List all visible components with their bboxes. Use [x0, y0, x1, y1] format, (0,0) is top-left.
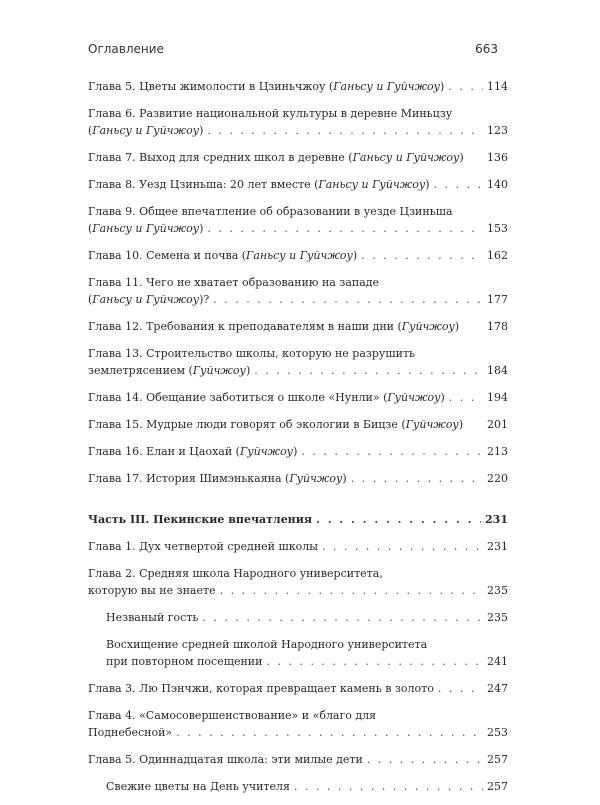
toc-entry-line — [88, 274, 508, 291]
toc-entry-line — [88, 220, 508, 237]
toc-entry-line — [88, 724, 508, 741]
dot-leader — [322, 538, 483, 555]
toc-page-number: 136 — [487, 151, 508, 164]
toc-entry[interactable] — [88, 751, 508, 768]
toc-entry-line — [88, 470, 508, 487]
toc-page-number: 231 — [487, 540, 508, 553]
toc-page-number: 178 — [487, 320, 508, 333]
dot-leader — [434, 176, 484, 193]
toc-entry-text: Глава 14. Обещание заботиться о школе «Нунли» (Гуйчжоу) — [88, 391, 445, 404]
header-page-number: 663 — [475, 42, 498, 56]
toc-entry-text: Часть III. Пекинские впечатления — [88, 513, 313, 526]
toc-page-number: 213 — [487, 445, 508, 458]
toc-entry[interactable] — [88, 636, 508, 670]
toc-entry-text: Глава 5. Цветы жимолости в Цзиньчжоу (Ганьсу и Гуйчжоу) — [88, 80, 445, 93]
dot-leader — [220, 582, 483, 599]
toc-page-number: 247 — [487, 682, 508, 695]
toc-page-number: 201 — [487, 418, 508, 431]
toc-page-number: 114 — [487, 80, 508, 93]
toc-entry[interactable] — [88, 203, 508, 237]
toc-entry[interactable] — [88, 470, 508, 487]
toc-entry-line — [88, 176, 508, 193]
toc-entry-text: Глава 6. Развитие национальной культуры в деревне Миньцзу — [88, 107, 453, 120]
dot-leader — [207, 122, 483, 139]
toc-entry-text: Незваный гость — [106, 611, 199, 624]
toc-page-number: 140 — [487, 178, 508, 191]
toc-entry[interactable] — [88, 389, 508, 406]
dot-leader — [213, 291, 483, 308]
toc-entry-line — [88, 389, 508, 406]
toc-entry-region: Гуйчжоу — [192, 364, 246, 377]
toc-entry[interactable] — [88, 680, 508, 697]
toc-entry-line — [88, 318, 508, 335]
toc-entry[interactable] — [88, 416, 508, 433]
toc-entry-text: Глава 15. Мудрые люди говорят об экологии в Бицзе (Гуйчжоу) — [88, 418, 464, 431]
toc-entry-region: Гуйчжоу — [401, 320, 455, 333]
toc-page-number: 184 — [487, 364, 508, 377]
toc-entry-line — [106, 609, 508, 626]
dot-leader — [207, 220, 483, 237]
toc-entry[interactable] — [88, 318, 508, 335]
toc-entry[interactable] — [88, 149, 508, 166]
toc-entry-text: землетрясением (Гуйчжоу) — [88, 364, 251, 377]
toc-page-number: 235 — [487, 584, 508, 597]
toc-entry-text: которую вы не знаете — [88, 584, 216, 597]
toc-entry[interactable] — [88, 78, 508, 95]
toc-page-number: 162 — [487, 249, 508, 262]
toc-entry-text: (Ганьсу и Гуйчжоу)? — [88, 293, 210, 306]
toc-entry-line — [88, 707, 508, 724]
toc-entry-region: Ганьсу и Гуйчжоу — [92, 124, 200, 137]
toc-entry-text: Глава 1. Дух четвертой средней школы — [88, 540, 318, 553]
toc-entry[interactable] — [88, 274, 508, 308]
toc-entry[interactable] — [88, 609, 508, 626]
toc-entry-region: Гуйчжоу — [289, 472, 343, 485]
toc-entry[interactable] — [88, 345, 508, 379]
toc-part-heading[interactable] — [88, 511, 508, 528]
toc-entry-text: при повторном посещении — [106, 655, 263, 668]
toc-entry-text: Глава 8. Уезд Цзиньша: 20 лет вместе (Ганьсу и Гуйчжоу) — [88, 178, 430, 191]
dot-leader — [254, 362, 483, 379]
toc-entry-region: Гуйчжоу — [387, 391, 441, 404]
dot-leader — [361, 247, 483, 264]
dot-leader — [301, 443, 483, 460]
toc-entry-text: Глава 2. Средняя школа Народного университета, — [88, 567, 383, 580]
toc-entry-text: Глава 11. Чего не хватает образованию на западе — [88, 276, 380, 289]
toc-entry[interactable] — [88, 565, 508, 599]
dot-leader — [449, 389, 483, 406]
toc-entry[interactable] — [88, 538, 508, 555]
toc-entry[interactable] — [88, 247, 508, 264]
toc-entry-line — [106, 636, 508, 653]
toc-entry-line — [88, 203, 508, 220]
dot-leader — [351, 470, 483, 487]
dot-leader — [367, 751, 483, 768]
toc-entry-text: Глава 12. Требования к преподавателям в наши дни (Гуйчжоу) — [88, 320, 460, 333]
toc-entry-line — [88, 345, 508, 362]
toc-entry-text: Глава 16. Елан и Цаохай (Гуйчжоу) — [88, 445, 298, 458]
toc-entry-line — [88, 122, 508, 139]
toc-page-number: 241 — [487, 655, 508, 668]
toc-entry-text: Свежие цветы на День учителя — [106, 780, 290, 793]
toc-entry-line — [88, 105, 508, 122]
header-title: Оглавление — [88, 42, 164, 56]
toc-entry-line — [88, 565, 508, 582]
toc-entry-text: Глава 13. Строительство школы, которую не разрушить — [88, 347, 416, 360]
toc-entry-line — [88, 416, 508, 433]
toc-entry-region: Гуйчжоу — [239, 445, 294, 458]
toc-entry-line — [88, 538, 508, 555]
toc-page-number: 220 — [487, 472, 508, 485]
toc-entry-text: (Ганьсу и Гуйчжоу) — [88, 124, 204, 137]
toc-entry[interactable] — [88, 707, 508, 741]
toc-entry-text: (Ганьсу и Гуйчжоу) — [88, 222, 204, 235]
toc-entry-region: Ганьсу и Гуйчжоу — [246, 249, 353, 262]
toc-entry-line — [88, 78, 508, 95]
toc-page-number: 194 — [487, 391, 508, 404]
dot-leader — [438, 680, 483, 697]
toc-page-number: 231 — [485, 513, 508, 526]
toc-entry-line — [88, 582, 508, 599]
toc-page-number: 177 — [487, 293, 508, 306]
toc-entry-line — [106, 778, 508, 795]
dot-leader — [176, 724, 483, 741]
toc-entry-region: Ганьсу и Гуйчжоу — [92, 222, 200, 235]
toc-entry-line — [88, 511, 508, 528]
toc-entry[interactable] — [88, 176, 508, 193]
toc-entry-line — [106, 653, 508, 670]
toc-entry-line — [88, 680, 508, 697]
toc-entry-region: Ганьсу и Гуйчжоу — [92, 293, 200, 306]
dot-leader — [294, 778, 483, 795]
toc-entry-line — [88, 291, 508, 308]
toc-page-number: 257 — [487, 780, 508, 793]
toc-page-number: 235 — [487, 611, 508, 624]
dot-leader — [266, 653, 483, 670]
table-of-contents — [88, 78, 508, 805]
toc-entry-text: Глава 7. Выход для средних школ в деревне (Ганьсу и Гуйчжоу) — [88, 151, 464, 164]
toc-entry-text: Глава 3. Лю Пэнчжи, которая превращает камень в золото — [88, 682, 434, 695]
toc-entry-region: Ганьсу и Гуйчжоу — [333, 80, 441, 93]
running-header — [88, 42, 498, 56]
toc-entry-line — [88, 443, 508, 460]
toc-page-number: 123 — [487, 124, 508, 137]
toc-entry-line — [88, 247, 508, 264]
toc-page-number: 253 — [487, 726, 508, 739]
dot-leader — [448, 78, 483, 95]
toc-entry-text: Поднебесной» — [88, 726, 173, 739]
toc-entry-text: Восхищение средней школой Народного университета — [106, 638, 428, 651]
toc-entry-region: Гуйчжоу — [405, 418, 459, 431]
toc-entry-region: Ганьсу и Гуйчжоу — [352, 151, 460, 164]
toc-entry[interactable] — [88, 778, 508, 795]
toc-page-number: 257 — [487, 753, 508, 766]
toc-entry-text: Глава 4. «Самосовершенствование» и «благо для — [88, 709, 377, 722]
toc-entry-text: Глава 5. Одиннадцатая школа: эти милые дети — [88, 753, 363, 766]
toc-entry[interactable] — [88, 105, 508, 139]
toc-entry-line — [88, 149, 508, 166]
toc-page-number: 153 — [487, 222, 508, 235]
toc-entry[interactable] — [88, 443, 508, 460]
toc-entry-line — [88, 751, 508, 768]
dot-leader — [316, 511, 481, 528]
toc-entry-line — [88, 362, 508, 379]
toc-entry-text: Глава 17. История Шимэнькаяна (Гуйчжоу) — [88, 472, 347, 485]
toc-entry-text: Глава 9. Общее впечатление об образовании в уезде Цзиньша — [88, 205, 453, 218]
dot-leader — [202, 609, 483, 626]
toc-entry-text: Глава 10. Семена и почва (Ганьсу и Гуйчжоу) — [88, 249, 358, 262]
toc-entry-region: Ганьсу и Гуйчжоу — [318, 178, 426, 191]
